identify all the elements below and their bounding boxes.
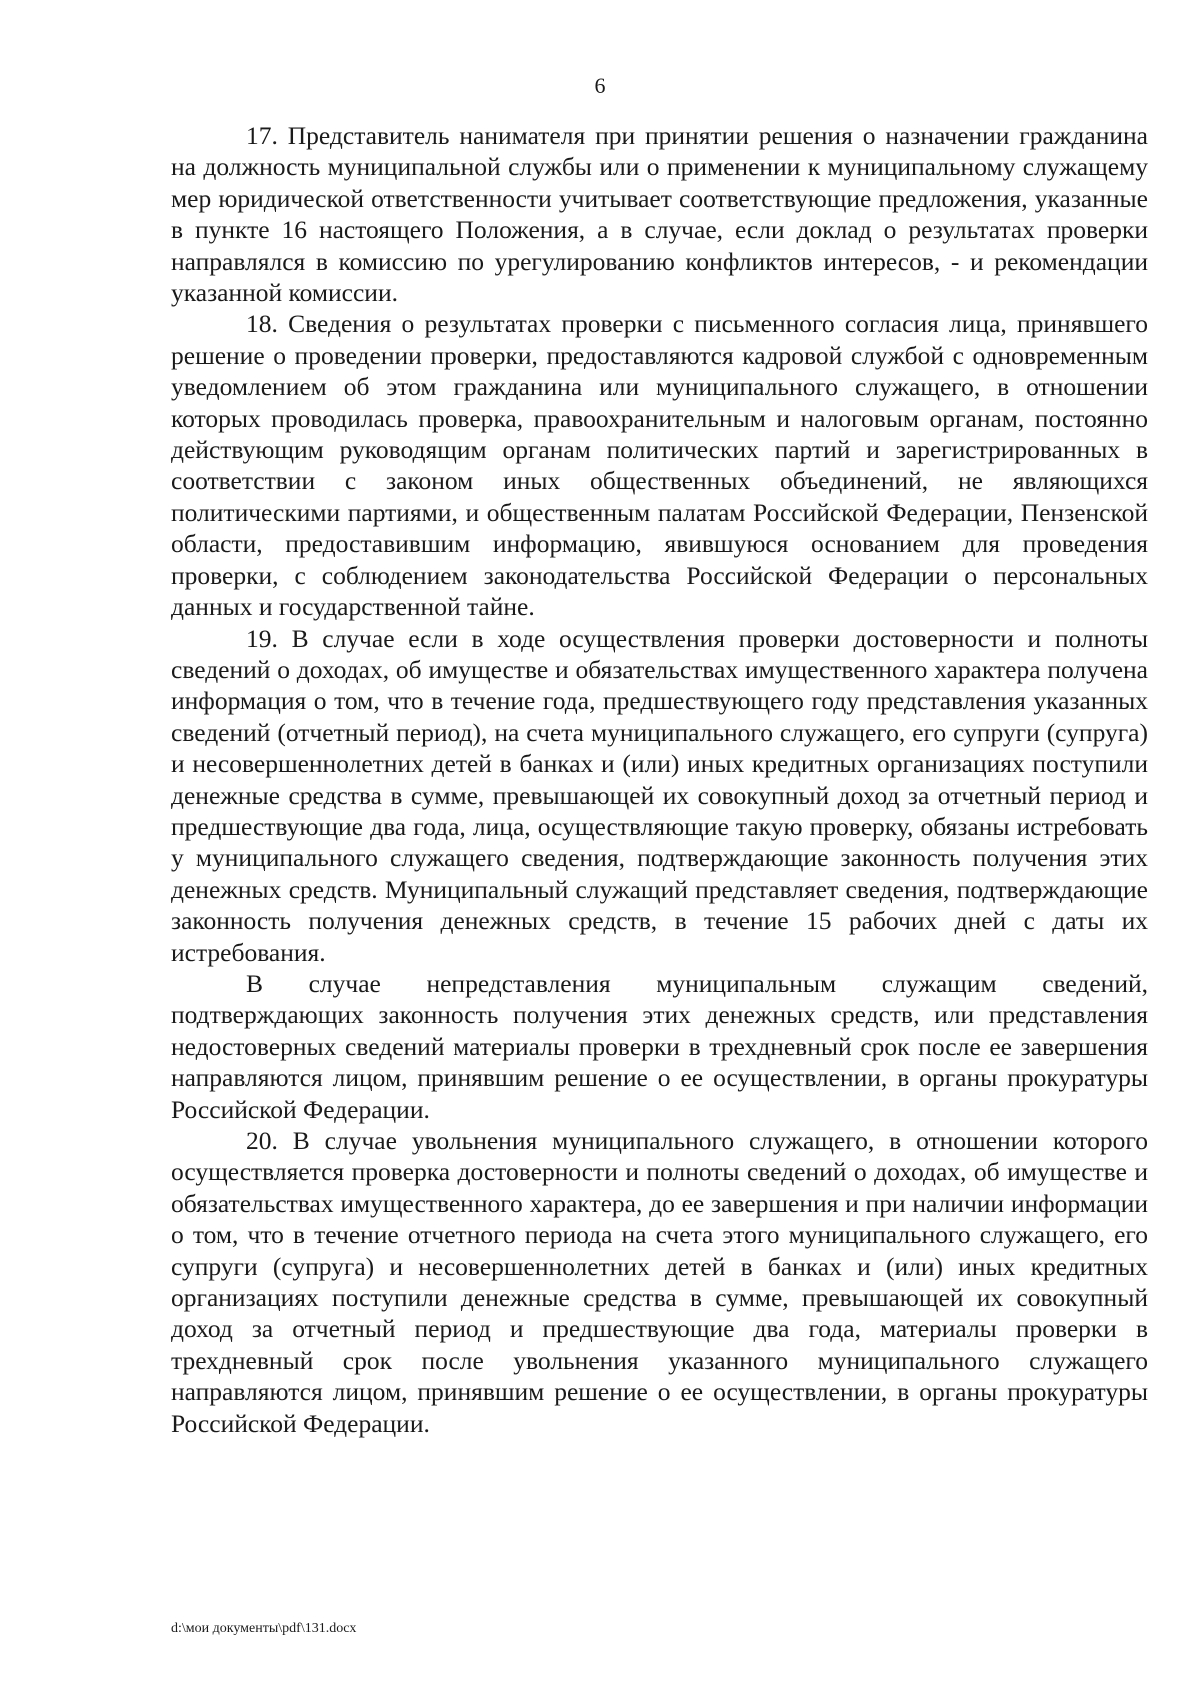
paragraph-19-continued: В случае непредставления муниципальным служащим сведений, подтверждающих законность получения этих денежных средств, или представления недостоверных сведений материалы проверки в трехдневный срок после ее завершения направляются лицом, принявшим решение о ее осуществлении, в органы прокуратуры Российской Федерации. (171, 968, 1148, 1124)
paragraph-20: 20. В случае увольнения муниципального служащего, в отношении которого осуществляется проверка достоверности и полноты сведений о доходах, об имуществе и обязательствах имущественного характера, до ее завершения и при наличии информации о том, что в течение отчетного периода на счета этого муниципального служащего, его супруги (супруга) и несовершеннолетних детей в банках и (или) иных кредитных организациях поступили денежные средства в сумме, превышающей их совокупный доход за отчетный период и предшествующие два года, материалы проверки в трехдневный срок после увольнения указанного муниципального служащего направляются лицом, принявшим решение о ее осуществлении, в органы прокуратуры Российской Федерации. (171, 1126, 1148, 1438)
paragraph-19: 19. В случае если в ходе осуществления проверки достоверности и полноты сведений о доходах, об имуществе и обязательствах имущественного характера получена информация о том, что в течение года, предшествующего году представления указанных сведений (отчетный период), на счета муниципального служащего, его супруги (супруга) и несовершеннолетних детей в банках и (или) иных кредитных организациях поступили денежные средства в сумме, превышающей их совокупный доход за отчетный период и предшествующие два года, лица, осуществляющие такую проверку, обязаны истребовать у муниципального служащего сведения, подтверждающие законность получения этих денежных средств. Муниципальный служащий представляет сведения, подтверждающие законность получения денежных средств, в течение 15 рабочих дней с даты их истребования. (171, 623, 1148, 967)
file-path-footer: d:\мои документы\pdf\131.docx (171, 1621, 357, 1636)
page-number: 6 (594, 73, 606, 98)
paragraph-18: 18. Сведения о результатах проверки с письменного согласия лица, принявшего решение о проведении проверки, предоставляются кадровой службой с одновременным уведомлением об этом гражданина или муниципального служащего, в отношении которых проводилась проверка, правоохранительным и налоговым органам, постоянно действующим руководящим органам политических партий и зарегистрированных в соответствии с законом иных общественных объединений, не являющихся политическими партиями, и общественным палатам Российской Федерации, Пензенской области, предоставившим информацию, явившуюся основанием для проведения проверки, с соблюдением законодательства Российской Федерации о персональных данных и государственной тайне. (171, 309, 1148, 622)
document-body (171, 120, 1148, 1439)
paragraph-17: 17. Представитель нанимателя при принятии решения о назначении гражданина на должность муниципальной службы или о применении к муниципальному служащему мер юридической ответственности учитывает соответствующие предложения, указанные в пункте 16 настоящего Положения, а в случае, если доклад о результатах проверки направлялся в комиссию по урегулированию конфликтов интересов, - и рекомендации указанной комиссии. (171, 121, 1148, 308)
